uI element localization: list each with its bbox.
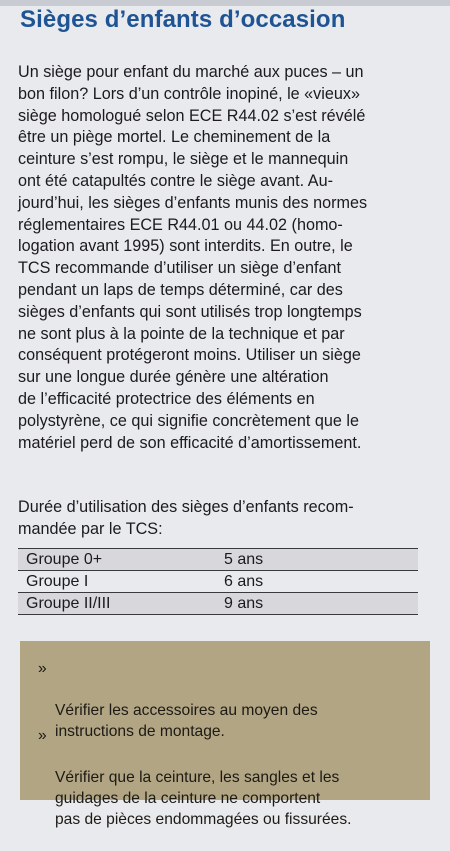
tip-item — [38, 725, 422, 851]
table-row — [18, 593, 418, 615]
bullet-icon: » — [38, 660, 47, 677]
bullet-icon: » — [38, 727, 47, 744]
duration-cell: 6 ans — [216, 571, 418, 593]
table-row — [18, 549, 418, 571]
table-row — [18, 571, 418, 593]
tip-text: Vérifier les accessoires au moyen des instructions de montage. — [55, 702, 318, 740]
tips-box — [20, 641, 430, 828]
article-body: Un siège pour enfant du marché aux puces – un bon filon? Lors d’un contrôle inopiné, le «vieux» siège homologué selon ECE R44.02 s’est révélé être un piège mortel. Le cheminement de la ceinture s’est rompu, le siège et le mannequin ont été catapultés contre le siège avant. Au- jourd’hui, les sièges d’enfants munis des normes réglementaires ECE R44.01 ou 44.02 (homo- logation avant 1995) sont interdits. En outre, le TCS recommande d’utiliser un siège d’enfant pendant un laps de temps déterminé, car des sièges d’enfants qui sont utilisés trop longtemps ne sont plus à la pointe de la technique et par conséquent protégeront moins. Utiliser un siège sur une longue durée génère une altération de l’efficacité protectrice des éléments en polystyrène, ce qui signifie concrètement que le matériel perd de son efficacité d’amortissement. — [18, 63, 368, 452]
group-cell: Groupe II/III — [18, 593, 216, 615]
usage-intro: Durée d’utilisation des sièges d’enfants recom- mandée par le TCS: — [18, 498, 354, 538]
duration-cell: 5 ans — [216, 549, 418, 571]
duration-cell: 9 ans — [216, 593, 418, 615]
page-title: Sièges d’enfants d’occasion — [20, 6, 346, 33]
usage-table — [18, 548, 418, 615]
group-cell: Groupe 0+ — [18, 549, 216, 571]
group-cell: Groupe I — [18, 571, 216, 593]
tip-text: Vérifier que la ceinture, les sangles et les guidages de la ceinture ne comportent pas de pièces endommagées ou fissurées. — [55, 769, 352, 828]
